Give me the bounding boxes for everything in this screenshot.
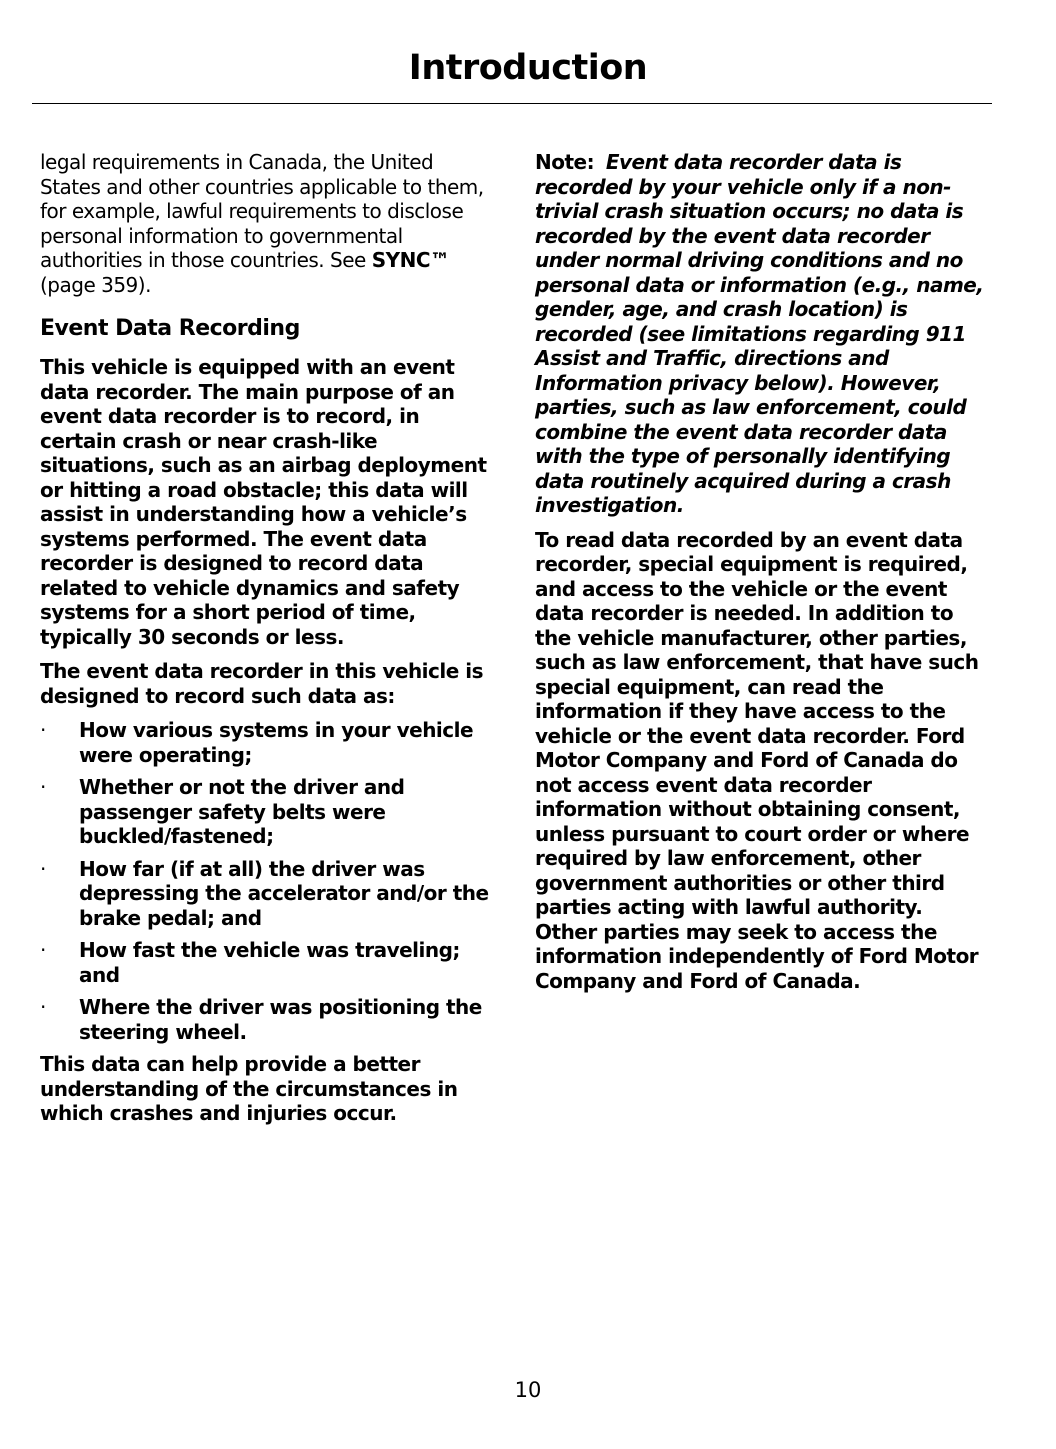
note-label: Note: — [535, 150, 595, 174]
list-item-text: How far (if at all) the driver was depressing the accelerator and/or the brake pedal; and — [79, 856, 489, 930]
list-item-text: How various systems in your vehicle were operating; — [79, 718, 474, 767]
bullet-icon: · — [40, 995, 46, 1019]
data-access-paragraph: To read data recorded by an event data recorder, special equipment is required, and access to the vehicle or the event data recorder is needed. In addition to the vehicle manufacturer, other parties, such as law enforcement, that have such special equipment, can read the information if they have access to the vehicle or the event data recorder. Ford Motor Company and Ford of Canada do not access event data recorder information without obtaining consent, unless pursuant to court order or where required by law enforcement, other government authorities or other third parties acting with lawful authority. Other parties may seek to access the information independently of Ford Motor Company and Ford of Canada. — [535, 527, 979, 993]
list-item-text: Where the driver was positioning the steering wheel. — [79, 995, 482, 1044]
header-divider — [32, 103, 992, 104]
page-reference: (page 359). — [40, 272, 151, 297]
edr-purpose-paragraph: This vehicle is equipped with an event data recorder. The main purpose of an event data recorder is to record, in certain crash or near crash-like situations, such as an airbag deployment or hitting a road obstacle; this data will assist in understanding how a vehicle’s systems performed. The event data recorder is designed to record data related to vehicle dynamics and safety systems for a short period of time, typically 30 seconds or less. — [40, 355, 487, 649]
list-item — [40, 938, 495, 987]
bullet-icon: · — [40, 856, 46, 881]
edr-data-intro-paragraph: The event data recorder in this vehicle is designed to record such data as: — [40, 659, 484, 708]
note-paragraph — [535, 150, 990, 518]
left-column — [40, 150, 495, 1136]
page-number: 10 — [514, 1378, 542, 1402]
bullet-icon: · — [40, 775, 46, 799]
intro-paragraph — [40, 150, 495, 297]
edr-benefit-paragraph: This data can help provide a better understanding of the circumstances in which crashes and injuries occur. — [40, 1052, 458, 1125]
bullet-icon: · — [40, 938, 46, 962]
list-item — [40, 775, 495, 849]
bullet-icon: · — [40, 718, 46, 742]
list-item-text: How fast the vehicle was traveling; and — [79, 938, 460, 987]
note-text: Event data recorder data is recorded by your vehicle only if a non-trivial crash situation occurs; no data is recorded by the event data recorder under normal driving conditions and no personal data or information (e.g., name, gender, age, and crash location) is recorded (see limitations regarding 911 Assist and Traffic, directions and Information privacy below). However, parties, such as law enforcement, could combine the event data recorder data with the type of personally identifying data routinely acquired during a crash investigation. — [535, 150, 984, 517]
page-title: Introduction — [408, 48, 648, 88]
list-item — [40, 857, 495, 931]
list-item — [40, 995, 495, 1044]
list-item — [40, 718, 495, 767]
sync-link[interactable]: SYNC™ — [371, 248, 450, 272]
list-item-text: Whether or not the driver and passenger safety belts were buckled/fastened; — [79, 775, 405, 848]
section-heading: Event Data Recording — [40, 316, 300, 341]
intro-text: legal requirements in Canada, the United States and other countries applicable to them, for example, lawful requirements to disclose personal information to governmental authorities in those countries. See — [40, 150, 484, 272]
recorded-data-list — [40, 718, 495, 1044]
right-column — [535, 150, 990, 1003]
